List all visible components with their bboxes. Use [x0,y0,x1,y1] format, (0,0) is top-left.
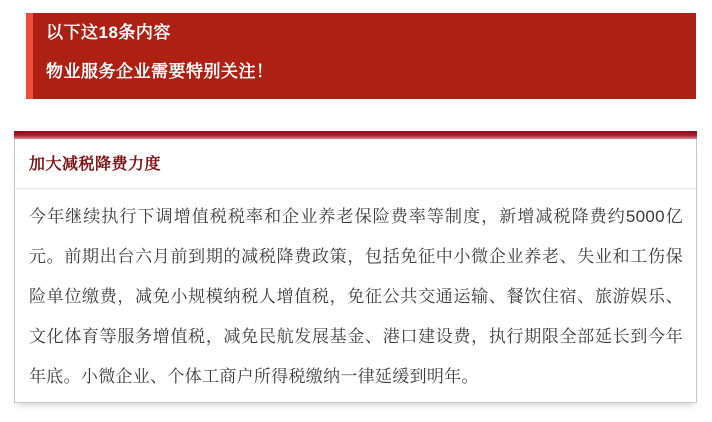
card-header [15,139,696,189]
card-title: 加大减税降费力度 [29,156,162,173]
card-body-text: 今年继续执行下调增值税税率和企业养老保险费率等制度，新增减税降费约5000亿元。前期出台六月前到期的减税降费政策，包括免征中小微企业养老、失业和工伤保险单位缴费，减免小规模纳税人增值税，免征公共交通运输、餐饮住宿、旅游娱乐、文化体育等服务增值税，减免民航发展基金、港口建设费，执行期限全部延长到今年年底。小微企业、个体工商户所得税缴纳一律延缓到明年。 [29,207,683,386]
headline-line-2: 物业服务企业需要特别关注！ [46,62,274,81]
section-divider-bar [14,131,697,139]
article-page [0,13,712,422]
policy-card [14,139,697,403]
headline-banner [26,13,696,99]
headline-line-1: 以下这18条内容 [46,23,171,42]
